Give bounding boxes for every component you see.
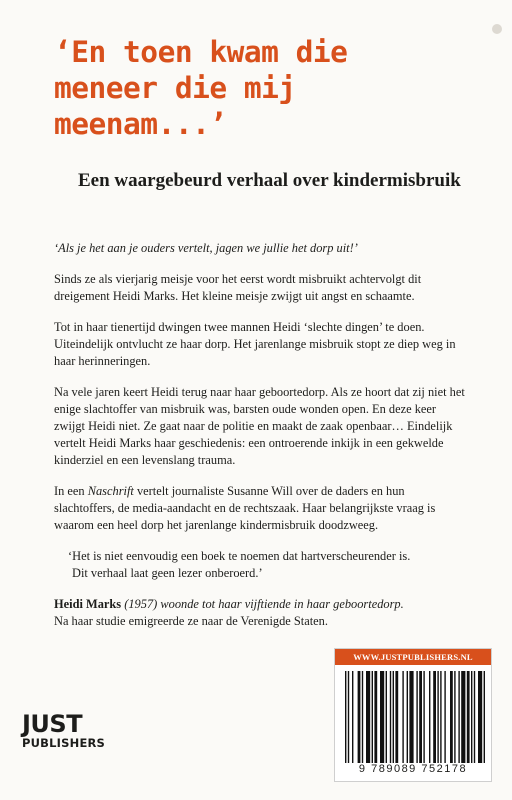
blurb [54,240,466,644]
barcode-bar [374,671,377,763]
barcode-bar [444,671,445,763]
barcode-bar [402,671,403,763]
author-bio-line-2: Na haar studie emigreerde ze naar de Verenigde Staten. [54,614,328,628]
headline-line-2: meneer die mij [54,71,296,105]
author-bio-rest: woonde tot haar vijftiende in haar geboortedorp. [157,597,404,611]
barcode-bar [433,671,436,763]
barcode-bar [419,671,422,763]
barcode-bar [372,671,373,763]
corner-dot [492,24,502,34]
barcode-bar [467,671,470,763]
barcode-bar [393,671,394,763]
naschrift-before: In een [54,484,88,498]
headline-line-1: ‘En toen kwam die [54,35,348,69]
barcode-bar [484,671,485,763]
pull-quote-line-1: ‘Het is niet eenvoudig een boek te noemen dat hartverscheurender is. [68,549,411,563]
paragraph-1: Sinds ze als vierjarig meisje voor het eerst wordt misbruikt achtervolgt dit dreigement Heidi Marks. Het kleine meisje zwijgt uit angst en schaamte. [54,272,422,303]
subtitle: Een waargebeurd verhaal over kindermisbruik [78,170,461,191]
author-name: Heidi Marks [54,597,122,611]
author-years: (1957) [124,597,158,611]
barcode-bar [390,671,391,763]
author-bio [54,596,466,630]
barcode-bar [416,671,417,763]
headline-line-3: meenam...’ [54,107,227,141]
barcode-bar [458,671,459,763]
barcode-bar [454,671,455,763]
publisher-logo-line-2: PUBLISHERS [22,736,106,750]
barcode-bar [478,671,482,763]
barcode-bar [407,671,408,763]
barcode-bar [386,671,387,763]
headline [54,34,494,142]
barcode-bar [380,671,384,763]
barcode-image [345,671,485,763]
paragraph-3: Na vele jaren keert Heidi terug naar haar geboortedorp. Als ze hoort dat zij niet het enige slachtoffer van misbruik was, barsten oude wonden open. En deze keer zwijgt Heidi niet. Ze gaat naar de politie en maakt de zaak openbaar… Eindelijk vertelt Heidi Marks haar geschiedenis: een ontroerende inkijk in een gekwelde kinderziel en een levenslang trauma. [54,385,465,467]
barcode-bar [366,671,370,763]
barcode-bar [362,671,363,763]
naschrift-after: vertelt journaliste Susanne Will over de daders en hun slachtoffers, de media-aandacht en de rechtszaak. Haar belangrijkste vraag is waarom een heel dorp het jarenlange kindermisbruik doodzweeg. [54,484,436,532]
barcode-bar [395,671,398,763]
naschrift-title: Naschrift [87,484,134,498]
publisher-url: WWW.JUSTPUBLISHERS.NL [335,649,491,665]
barcode-bar [345,671,346,763]
barcode-bar [440,671,441,763]
barcode-bar [358,671,361,763]
paragraph-naschrift [54,483,466,534]
pull-quote-line-2: Dit verhaal laat geen lezer onberoerd.’ [72,566,263,580]
barcode-bar [409,671,413,763]
publisher-logo [22,712,105,750]
barcode-bar [423,671,424,763]
isbn-digits: 9 789089 752178 [358,763,468,775]
opening-quote: ‘Als je het aan je ouders vertelt, jagen we jullie het dorp uit!’ [54,241,358,255]
paragraph-2: Tot in haar tienertijd dwingen twee mannen Heidi ‘slechte dingen’ te doen. Uiteindelijk ontvlucht ze haar dorp. Het jarenlange misbruik stopt ze diep weg in haar herinneringen. [54,320,456,368]
barcode-bar [461,671,465,763]
barcode-bar [352,671,353,763]
publisher-logo-line-1: JUST [22,710,83,738]
barcode-bar [474,671,475,763]
barcode-bar [348,671,349,763]
barcode-panel [334,648,492,782]
barcode-bar [471,671,472,763]
barcode-bar [429,671,430,763]
barcode-bar [450,671,453,763]
barcode-bar [437,671,438,763]
pull-quote [68,548,466,582]
